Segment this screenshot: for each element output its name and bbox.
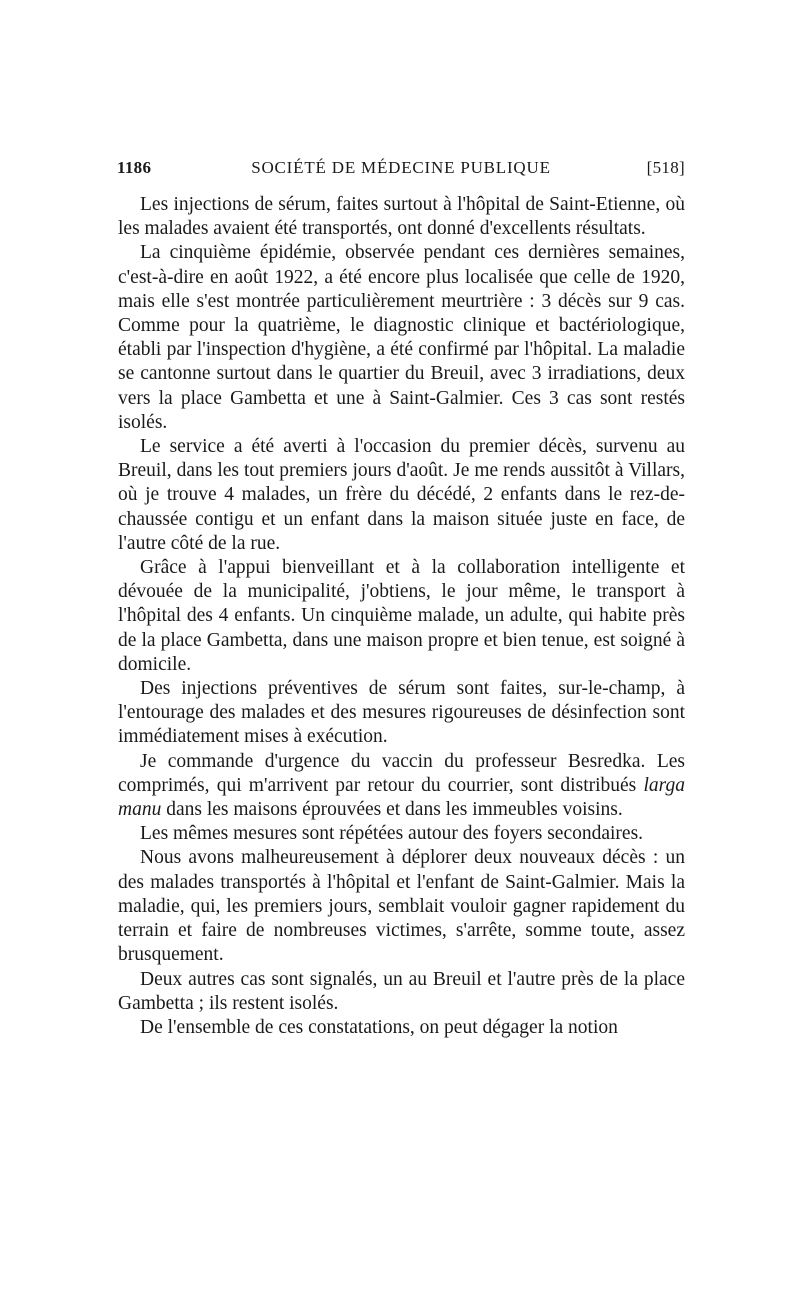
paragraph: Deux autres cas sont signalés, un au Breuil et l'autre près de la place Gambetta ; ils restent isolés. <box>118 968 685 1014</box>
paragraph: De l'ensemble de ces constatations, on peut dégager la notion <box>140 1016 618 1038</box>
paragraph <box>118 750 685 823</box>
paragraph: Le service a été averti à l'occasion du premier décès, survenu au Breuil, dans les tout premiers jours d'août. Je me rends aussitôt à Villars, où je trouve 4 malades, un frère du décédé, 2 enfants dans le rez-de-chaussée contigu et un enfant dans la maison située juste en face, de l'autre côté de la rue. <box>118 436 685 554</box>
body-text <box>118 193 685 1040</box>
running-title: SOCIÉTÉ DE MÉDECINE PUBLIQUE <box>251 158 551 177</box>
paragraph: La cinquième épidémie, observée pendant ces dernières semaines, c'est-à-dire en août 1922, a été encore plus localisée que celle de 1920, mais elle s'est montrée particulièrement meurtrière : 3 décès sur 9 cas. Comme pour la quatrième, le diagnostic clinique et bactériologique, établi par l'inspection d'hygiène, a été confirmé par l'hôpital. La maladie se cantonne surtout dans le quartier du Breuil, avec 3 irradiations, deux vers la place Gambetta et une à Saint-Galmier. Ces 3 cas sont restés isolés. <box>118 242 685 433</box>
paragraph: Nous avons malheureusement à déplorer deux nouveaux décès : un des malades transportés à l'hôpital et l'enfant de Saint-Galmier. Mais la maladie, qui, les premiers jours, semblait vouloir gagner rapidement du terrain et faire de nombreuses victimes, s'arrête, somme toute, assez brusquement. <box>118 847 685 966</box>
paragraph: Grâce à l'appui bienveillant et à la collaboration intelligente et dévouée de la municipalité, j'obtiens, le jour même, le transport à l'hôpital des 4 enfants. Un cinquième malade, un adulte, qui habite près de la place Gambetta, dans une maison propre et bien tenue, est soigné à domicile. <box>118 557 685 675</box>
italic-phrase: larga manu <box>118 774 685 821</box>
page-header <box>117 155 685 181</box>
paragraph-text: dans les maisons éprouvées et dans les immeubles voisins. <box>161 799 623 821</box>
paragraph: Les mêmes mesures sont répétées autour des foyers secondaires. <box>140 823 644 845</box>
bracket-page-reference: [518] <box>646 158 685 177</box>
paragraph: Les injections de sérum, faites surtout à l'hôpital de Saint-Etienne, où les malades avaient été transportés, ont donné d'excellents résultats. <box>118 194 685 240</box>
paragraph-text: Je commande d'urgence du vaccin du professeur Besredka. Les comprimés, qui m'arrivent par retour du courrier, sont distribués <box>118 750 685 796</box>
paragraph: Des injections préventives de sérum sont faites, sur-le-champ, à l'entourage des malades et des mesures rigoureuses de désinfection sont immédiatement mises à exécution. <box>118 678 685 748</box>
page-number: 1186 <box>117 158 152 177</box>
